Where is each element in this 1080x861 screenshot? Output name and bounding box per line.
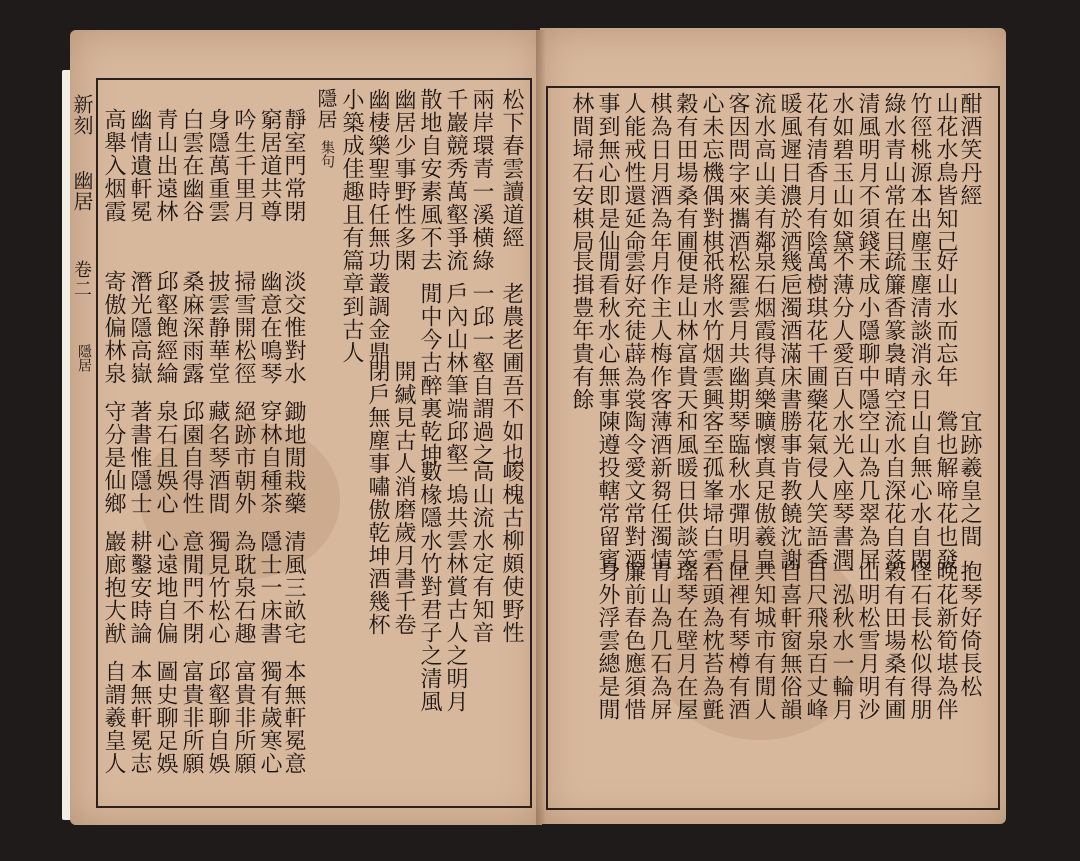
text-column: 窮居道共尊 bbox=[257, 108, 282, 223]
text-column: 綠水青山常在目 bbox=[881, 92, 906, 253]
text-column: 披雲静華堂 bbox=[205, 270, 230, 385]
text-column: 客因問字來攜酒 bbox=[725, 92, 750, 253]
text-column: 老農老圃吾不如也 bbox=[499, 282, 524, 466]
text-column: 邱壑飽經綸 bbox=[153, 270, 178, 385]
text-column: 怪石長松似得朋 bbox=[907, 560, 932, 721]
text-column: 心遠地自偏 bbox=[153, 530, 178, 645]
text-column: 小築成佳趣且有篇章到古人 bbox=[339, 88, 364, 364]
text-column: 幽意在鳴琴 bbox=[257, 270, 282, 385]
center-strip-volume: 卷二 bbox=[71, 260, 92, 298]
text-column: 鶯也解啼花也發 bbox=[933, 410, 958, 571]
text-column: 好山水而忘年 bbox=[933, 250, 958, 388]
text-column: 雲好充徒薜為裳 bbox=[621, 250, 646, 411]
text-column: 松下春雲讀道經 bbox=[499, 88, 524, 249]
text-column: 青山為几石為屏 bbox=[647, 560, 672, 721]
text-column: 為耽泉石趣 bbox=[231, 530, 256, 645]
text-column: 泉石且娛心 bbox=[153, 400, 178, 515]
text-column: 寄傲偏林泉 bbox=[101, 270, 126, 385]
text-column: 開緘見古人消磨歲月書千卷 bbox=[391, 360, 416, 636]
text-column: 萬樹琪花千圃藥 bbox=[803, 250, 828, 411]
text-column: 圖史聊足娛 bbox=[153, 660, 178, 775]
text-column: 未成小隱聊中隱 bbox=[855, 250, 880, 411]
text-column: 數椽隱水竹對君子之清風 bbox=[417, 460, 442, 713]
text-column: 松羅雲月共幽期 bbox=[725, 250, 750, 411]
text-column: 淡交惟對水 bbox=[281, 270, 306, 385]
text-column: 瑤琴在壁月在屋 bbox=[673, 560, 698, 721]
text-column: 酣酒笑丹經 bbox=[957, 92, 982, 207]
text-column: 陶令愛文常對酒 bbox=[621, 410, 646, 571]
text-column: 隱士一床書 bbox=[257, 530, 282, 645]
text-column: 流水自深花自落 bbox=[881, 410, 906, 571]
text-column: 不薄分人愛百人 bbox=[829, 250, 854, 411]
text-column: 陳遵投轄常留賓 bbox=[595, 410, 620, 571]
text-column: 身隱萬重雲 bbox=[205, 108, 230, 223]
text-column: 自謂羲皇人 bbox=[101, 660, 126, 775]
text-column: 便是山林富貴天 bbox=[673, 250, 698, 411]
text-column: 兩岸環青一溪横綠 bbox=[469, 88, 494, 272]
text-column: 事到無心即是仙 bbox=[595, 92, 620, 253]
text-column: 匣裡有琴樽有酒 bbox=[725, 560, 750, 721]
text-column: 獨見竹松心 bbox=[205, 530, 230, 645]
text-column: 邱壑聊自娛 bbox=[205, 660, 230, 775]
text-column: 山明松雪月明沙 bbox=[855, 560, 880, 721]
text-column: 幽居少事野性多閑 bbox=[391, 88, 416, 272]
collection-label: 集句 bbox=[319, 140, 335, 168]
text-column: 人能戒性還延命 bbox=[621, 92, 646, 253]
text-column: 鋤地閒栽藥 bbox=[281, 400, 306, 515]
text-column: 富貴非所願 bbox=[231, 660, 256, 775]
text-column: 本無軒冕志 bbox=[127, 660, 152, 775]
text-column: 高舉入烟霞 bbox=[101, 108, 126, 223]
text-column: 晚花新筍堪為伴 bbox=[933, 560, 958, 721]
text-column: 棋為日月酒為年 bbox=[647, 92, 672, 253]
text-column: 邱園自得性 bbox=[179, 400, 204, 515]
text-column: 泉石烟霞得真樂 bbox=[751, 250, 776, 411]
text-column: 絕跡市朝外 bbox=[231, 400, 256, 515]
text-column: 守分是仙鄉 bbox=[101, 400, 126, 515]
text-column: 潛光隱高嶽 bbox=[127, 270, 152, 385]
text-column: 峻槐古柳頗使野性 bbox=[499, 460, 524, 644]
text-column: 石頭為枕苔為氈 bbox=[699, 560, 724, 721]
text-column: 閉戶無塵事嘯傲乾坤酒幾杯 bbox=[365, 360, 390, 636]
text-column: 意閒門不閉 bbox=[179, 530, 204, 645]
text-column: 百尺飛泉百丈峰 bbox=[803, 560, 828, 721]
text-column: 林間埽石安棋局 bbox=[569, 92, 594, 253]
center-strip-title: 新刻 bbox=[70, 94, 94, 136]
text-column: 空山為几翠為屏 bbox=[855, 410, 880, 571]
text-column: 流水高山美有鄰 bbox=[751, 92, 776, 253]
text-column: 水如碧玉山如黛 bbox=[829, 92, 854, 253]
text-column: 本無軒冕意 bbox=[281, 660, 306, 775]
text-column: 桑麻深雨露 bbox=[179, 270, 204, 385]
text-column: 暖風遲日濃於酒 bbox=[777, 92, 802, 253]
text-column: 祇將水竹烟雲興 bbox=[699, 250, 724, 411]
text-column: 吟生千里月 bbox=[231, 108, 256, 223]
text-column: 山自無心水自閑 bbox=[907, 410, 932, 571]
text-column: 青山出遠林 bbox=[153, 108, 178, 223]
text-column: 巖廊抱大猷 bbox=[101, 530, 126, 645]
text-column: 幾巵濁酒滿床書 bbox=[777, 250, 802, 411]
text-column: 琴臨秋水彈明月 bbox=[725, 410, 750, 571]
text-column: 疏簾香篆裊晴空 bbox=[881, 250, 906, 411]
text-column: 清風三畝宅 bbox=[281, 530, 306, 645]
text-column: 玉塵清談消永日 bbox=[907, 250, 932, 411]
text-column: 穀有田場桑有圃 bbox=[881, 560, 906, 721]
text-column: 自喜軒窗無俗韻 bbox=[777, 560, 802, 721]
text-column: 清風明月不須錢 bbox=[855, 92, 880, 253]
text-column: 宜跡羲皇之間 bbox=[957, 410, 982, 548]
text-column: 和風暖日供談笑 bbox=[673, 410, 698, 571]
text-column: 薄酒新芻任濁情 bbox=[647, 410, 672, 571]
text-column: 一邱一壑自謂過之 bbox=[469, 282, 494, 466]
center-strip-section: 幽居 bbox=[70, 170, 94, 212]
text-column: 閒看秋水心無事 bbox=[595, 250, 620, 411]
text-column: 穀有田場桑有圃 bbox=[673, 92, 698, 253]
text-column: 藏名琴酒間 bbox=[205, 400, 230, 515]
text-column: 著書惟隱士 bbox=[127, 400, 152, 515]
text-column: 掃雪開松徑 bbox=[231, 270, 256, 385]
text-column: 客至孤峯埽白雲 bbox=[699, 410, 724, 571]
text-column: 抱琴好倚長松 bbox=[957, 560, 982, 698]
text-column: 心未忘機偶對棋 bbox=[699, 92, 724, 253]
text-column: 白雲在幽谷 bbox=[179, 108, 204, 223]
text-column: 穿林自種茶 bbox=[257, 400, 282, 515]
book-gutter bbox=[536, 30, 546, 825]
text-column: 散地自安素風不去 bbox=[417, 88, 442, 272]
text-column: 山花水鳥皆知己 bbox=[933, 92, 958, 253]
center-strip-chapter: 隱居 bbox=[76, 344, 92, 372]
text-column: 一泓秋水一輪月 bbox=[829, 560, 854, 721]
text-column: 靜室門常閉 bbox=[281, 108, 306, 223]
text-column: 勝事肯教饒沈謝 bbox=[777, 410, 802, 571]
text-column: 花氣侵人笑語香 bbox=[803, 410, 828, 571]
text-column: 幽棲樂聖時任無功叢調金鼎 bbox=[365, 88, 390, 364]
text-column: 戶內山林筆端邱壑 bbox=[443, 282, 468, 466]
text-column: 共知城市有閒人 bbox=[751, 560, 776, 721]
text-column: 長揖豊年貴有餘 bbox=[569, 250, 594, 411]
text-column: 身外浮雲總是閒 bbox=[595, 560, 620, 721]
text-column: 水光入座琴書潤 bbox=[829, 410, 854, 571]
text-column: 獨有歲寒心 bbox=[257, 660, 282, 775]
text-column: 千巖競秀萬壑爭流 bbox=[443, 88, 468, 272]
text-column: 花有清香月有陰 bbox=[803, 92, 828, 253]
text-column: 竹徑桃源本出塵 bbox=[907, 92, 932, 253]
text-column: 幽情遺軒冕 bbox=[127, 108, 152, 223]
text-column: 月作主人梅作客 bbox=[647, 250, 672, 411]
text-column: 一塢共雲林賞古人之明月 bbox=[443, 460, 468, 713]
section-heading: 隱居 bbox=[314, 88, 338, 130]
text-column: 耕鑿安時論 bbox=[127, 530, 152, 645]
text-column: 富貴非所願 bbox=[179, 660, 204, 775]
text-column: 曠懷真足傲羲皇 bbox=[751, 410, 776, 571]
text-column: 簾前春色應須惜 bbox=[621, 560, 646, 721]
text-column: 高山流水定有知音 bbox=[469, 460, 494, 644]
text-column: 閒中今古醉裏乾坤 bbox=[417, 282, 442, 466]
